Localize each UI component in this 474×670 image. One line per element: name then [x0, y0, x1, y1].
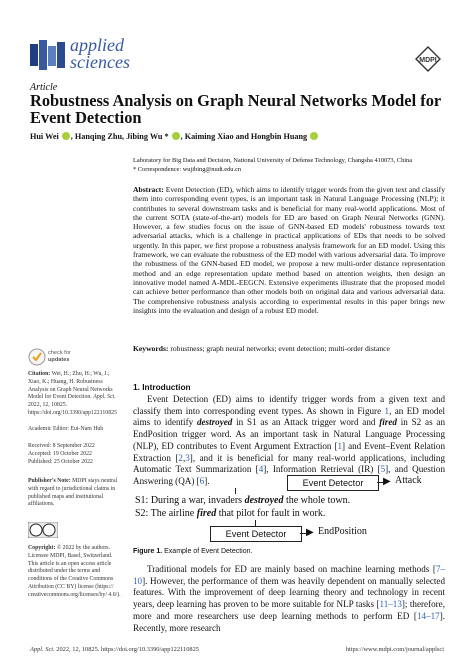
article-type: Article [30, 82, 58, 93]
copyright-block [28, 545, 123, 600]
author-list [30, 132, 450, 141]
citation-text: Wei, H.; Zhu, H.; Wu, J.; Xiao, K.; Huang, H. Robustness Analysis on Graph Neural Networks Model for Event Detection. [28, 371, 113, 401]
orcid-icon[interactable] [62, 132, 70, 140]
arrow-head-1: ▶ [383, 476, 391, 487]
citation-journal: Appl. Sci. [93, 394, 116, 401]
journal-name-line1: applied [70, 35, 124, 55]
p1-text-e: ] and Event–Event Relation Extraction [ [133, 440, 445, 463]
keywords-text: robustness; graph neural networks; event detection; multi-order distance [170, 344, 390, 353]
citation-block [28, 371, 123, 418]
orcid-icon[interactable] [310, 132, 318, 140]
ref-link[interactable]: 6 [199, 475, 205, 486]
academic-editor: Academic Editor: Eui-Nam Huh [28, 426, 104, 432]
accepted-date: Accepted: 19 October 2022 [28, 450, 92, 457]
sentence-s1 [135, 495, 350, 506]
p1-fired: fired [379, 417, 397, 428]
author-2-3: , Hanqing Zhu, Jibing Wu * [70, 132, 169, 141]
p1-text-b: , an ED model aims to identify [133, 405, 446, 428]
copyright-label: Copyright: [28, 545, 56, 551]
connector-s1 [235, 488, 236, 494]
s2-c: that pilot for fault in work. [216, 508, 326, 519]
s1-trigger: destroyed [244, 495, 284, 506]
output-endposition: EndPosition [318, 526, 367, 537]
orcid-icon[interactable] [172, 132, 180, 140]
s2-a: S2: The airline [135, 508, 197, 519]
p2-text-a: Traditional models for ED are mainly based on machine learning methods [ [147, 564, 436, 574]
ref-link[interactable]: 1 [337, 440, 343, 451]
dates-block [28, 443, 123, 466]
ref-link[interactable]: 5 [380, 464, 386, 475]
footer-journal: Appl. Sci. [30, 646, 55, 653]
p2-text-b: ]. However, the performance of them was heavily dependent on manually selected features. With the improvement of deep learning theory and technology in recent years, deep learning has proven to be more suitable for NLP tasks [ [133, 575, 445, 610]
intro-paragraph-1: Event Detection (ED) aims to identify trigger words from a given text and classify them into corresponding event types. As shown in Figure 1, an ED model aims to identify destroyed in S1 as an Attack trigger word and fired in S2 as an EndPosition trigger word. As an important task in Natural Language Processing (NLP), ED contributes to Event Argument Extraction [1] and Event–Event Relation Extraction [2,3], and it is beneficial for many real-world applications, including Automatic Text Summarization [4], Information Retrieval (IR) [5], and Question Answering (QA) [6]. [133, 394, 446, 486]
journal-logo [30, 40, 65, 70]
publisher-note [28, 478, 123, 509]
ref-link[interactable]: 11–13 [379, 599, 402, 610]
affiliation-line: Laboratory for Big Data and Decision, National University of Defense Technology, Changsha 410073, China [133, 157, 413, 164]
figure-caption [133, 548, 252, 555]
sentence-s2 [135, 508, 325, 519]
correspondence-line: * Correspondence: wujibing@nudt.edu.cn [133, 165, 242, 173]
copyright-text: © 2022 by the authors. Licensee MDPI, Basel, Switzerland. This article is an open access article distributed under the terms and conditions of the Creative Commons Attribution (CC BY) license (https:// creativecommons.org/licenses/by/ 4.0/). [28, 545, 121, 598]
p2-text-d: ]. Recently, more research [133, 610, 445, 633]
mdpi-logo [415, 46, 441, 72]
mdpi-text: MDPI [419, 57, 437, 64]
footer-citation [30, 646, 199, 653]
p1-text-f: ], and it is beneficial for many real-world applications, including Automatic Text Summarization [ [133, 452, 445, 475]
footer-url[interactable]: https://www.mdpi.com/journal/applsci [345, 646, 444, 653]
p1-text-g: ], Information Retrieval (IR) [ [263, 464, 381, 475]
abstract [133, 185, 445, 315]
p1-text-i: ]. [204, 475, 210, 486]
s1-a: S1: During a war, invaders [135, 495, 245, 506]
ref-link[interactable]: 4 [258, 464, 264, 475]
cc-by-badge[interactable] [28, 522, 58, 538]
check-updates-line2: updates [48, 356, 70, 363]
author-4-5: , Kaiming Xiao and Hongbin Huang [180, 132, 308, 141]
ref-link[interactable]: 7–10 [133, 564, 445, 586]
p2-text-c: ]; therefore, more and more researchers use deep learning methods to perform ED [ [133, 599, 445, 621]
output-attack: Attack [395, 475, 422, 486]
arrow-head-2: ▶ [306, 527, 314, 538]
p1-text-h: ], and Question Answering (QA) [ [133, 464, 445, 486]
journal-name [70, 37, 130, 71]
ref-link[interactable]: 3 [185, 452, 190, 463]
check-updates-icon [28, 348, 46, 366]
figure-ref-1[interactable]: 1 [384, 405, 390, 416]
publisher-note-text: MDPI stays neutral with regard to jurisdictional claims in published maps and institutional affiliations. [28, 478, 118, 508]
p1-destroyed: destroyed [196, 417, 233, 428]
ref-link[interactable]: 2 [178, 452, 183, 463]
check-for-updates-badge[interactable] [28, 348, 84, 366]
citation-details[interactable]: 2022, 12, 10825. https://doi.org/10.3390/app122110825 [28, 402, 117, 416]
s2-trigger: fired [196, 508, 217, 519]
p1-text-d: in S2 as an EndPosition trigger word. As an important task in Natural Language Processing (NLP), ED contributes to Event Argument Extraction [ [133, 417, 446, 451]
abstract-text: Event Detection (ED), which aims to identify trigger words from the given text and classify them into corresponding event types, is an important task in Natural Language Processing (NLP); it contributes to several downstream tasks and is beneficial for many real-world applications. Most of the current SOTA (state-of-the-art) models for ED are based on Graph Neural Networks (GNN). However, a few studies focus on the issue of GNN-based ED models' robustness towards text adversarial attacks, which is a challenge in practical applications of EDs that needs to be solved urgently. In this paper, we first propose a robustness analysis framework for an ED model. Using this framework, we can evaluate the robustness of the ED model with various adversarial data. To improve the robustness of the GNN-based ED model, we propose a new multi-order distance representation method and an edge representation update method based on attention weights, then design an innovative model named A-MDL-EEGCN. Extensive experiments illustrate that the proposed model can achieve better performance than other models both on original data and various adversarial data. The comprehensive robustness analysis according to experimental results in this paper brings new insights into the evaluation and design of a robust ED model. [133, 185, 445, 315]
publisher-note-label: Publisher's Note: [28, 478, 71, 484]
paper-title: Robustness Analysis on Graph Neural Networks Model for Event Detection [30, 91, 441, 127]
check-updates-line1: check for [48, 350, 71, 356]
figure-caption-label: Figure 1. [133, 548, 163, 555]
p1-text-a: Event Detection (ED) aims to identify trigger words from a given text and classify them into corresponding event types. As shown in Figure [133, 394, 445, 416]
author-1: Hui Wei [30, 132, 59, 141]
connector-s2 [255, 520, 256, 526]
event-detector-box-2: Event Detector [210, 526, 302, 542]
affiliation [133, 157, 443, 174]
event-detector-box-1: Event Detector [287, 475, 379, 491]
s1-c: the whole town. [283, 495, 351, 506]
received-date: Received: 8 September 2022 [28, 443, 95, 449]
keywords [133, 344, 445, 353]
abstract-label: Abstract: [133, 185, 164, 194]
published-date: Published: 25 October 2022 [28, 458, 93, 465]
section-heading: 1. Introduction [133, 382, 191, 392]
footer-doi[interactable]: 2022, 12, 10825. https://doi.org/10.3390/app122110825 [54, 646, 199, 653]
p1-text-c: in S1 as an Attack trigger word and [232, 417, 380, 428]
journal-name-line2: sciences [70, 52, 130, 72]
keywords-label: Keywords: [133, 344, 169, 353]
citation-label: Citation: [28, 371, 51, 377]
ref-link[interactable]: 14–17 [416, 610, 440, 621]
figure-caption-text: Example of Event Detection. [162, 548, 253, 555]
intro-paragraph-2 [133, 564, 445, 634]
